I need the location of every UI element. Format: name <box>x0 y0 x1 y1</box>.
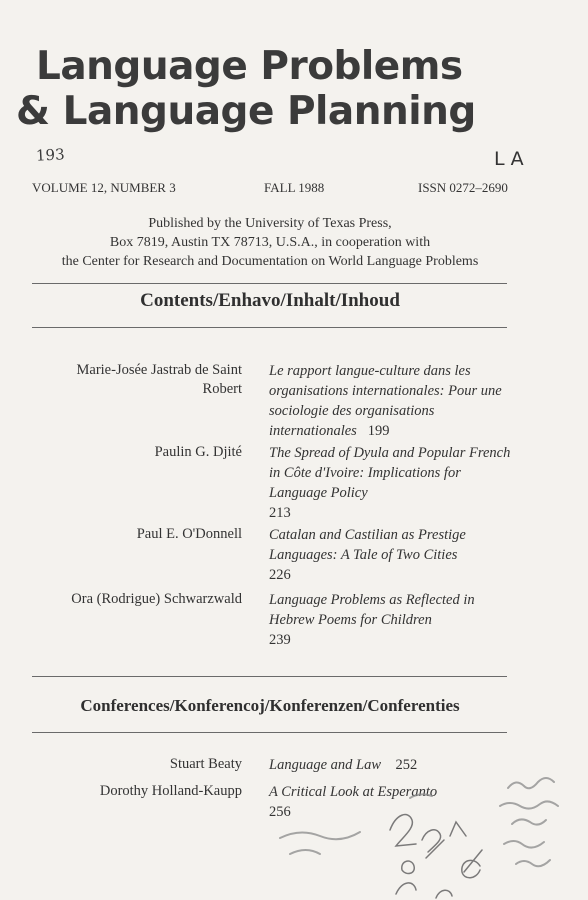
toc-author <box>12 361 242 399</box>
divider-rule <box>32 676 507 677</box>
issn-number: ISSN 0272–2690 <box>418 180 508 195</box>
handwritten-note-left: 193 <box>35 145 66 165</box>
toc-page-number: 213 <box>269 505 291 521</box>
toc-page-number: 226 <box>269 567 291 583</box>
journal-title-line-1: Language Problems <box>36 44 463 89</box>
toc-author-line: Paulin G. Djité <box>154 444 242 460</box>
toc-author <box>12 525 242 544</box>
volume-number: VOLUME 12, NUMBER 3 <box>32 180 176 195</box>
publisher-line: Box 7819, Austin TX 78713, U.S.A., in cooperation with <box>109 235 431 250</box>
conference-title-block <box>269 782 519 822</box>
toc-article-title: Le rapport langue-culture dans les organisations internationales: Pour une sociologie des organisations internationales <box>269 363 502 439</box>
conference-page-number: 256 <box>269 804 291 820</box>
toc-author-line: Robert <box>202 381 242 397</box>
conference-title: Language and Law <box>269 757 381 773</box>
journal-title-line-2: & Language Planning <box>16 89 476 134</box>
conference-author <box>12 755 242 774</box>
divider-rule <box>32 327 507 328</box>
journal-title <box>16 44 576 134</box>
publisher-info <box>20 214 520 271</box>
divider-rule <box>32 283 507 284</box>
publisher-line: the Center for Research and Documentation on World Language Problems <box>61 254 479 269</box>
conference-author-line: Stuart Beaty <box>169 756 242 772</box>
toc-author <box>12 443 242 462</box>
toc-article-title: Catalan and Castilian as Prestige Languages: A Tale of Two Cities <box>269 527 466 563</box>
toc-article-title: The Spread of Dyula and Popular French in Côte d'Ivoire: Implications for Language Policy <box>269 445 511 501</box>
toc-page-number: 199 <box>367 423 390 439</box>
toc-title-block <box>269 525 519 585</box>
toc-title-block <box>269 443 519 523</box>
library-stamp <box>250 758 588 900</box>
toc-author-line: Paul E. O'Donnell <box>136 526 242 542</box>
conferences-heading: Conferences/Konferencoj/Konferenzen/Conferenties <box>80 696 460 715</box>
issue-season: FALL 1988 <box>264 180 325 195</box>
toc-author <box>12 590 242 609</box>
toc-author-line: Ora (Rodrigue) Schwarzwald <box>71 591 242 607</box>
conference-title: A Critical Look at Esperanto <box>269 784 438 800</box>
toc-author-line: Marie-Josée Jastrab de Saint <box>76 362 242 378</box>
toc-title-block <box>269 590 519 650</box>
library-stamp-graphic <box>250 758 588 900</box>
divider-rule <box>32 732 507 733</box>
handwritten-note-right: L A <box>494 148 524 170</box>
conference-author <box>12 782 242 801</box>
toc-page-number: 239 <box>269 632 291 648</box>
contents-heading: Contents/Enhavo/Inhalt/Inhoud <box>140 290 400 311</box>
conference-author-line: Dorothy Holland-Kaupp <box>99 783 242 799</box>
toc-title-block <box>269 361 519 441</box>
publisher-line: Published by the University of Texas Press, <box>148 216 392 231</box>
issue-info <box>32 180 506 198</box>
conference-title-block <box>269 755 519 775</box>
toc-article-title: Language Problems as Reflected in Hebrew Poems for Children <box>269 592 475 628</box>
conference-page-number: 252 <box>395 757 418 773</box>
